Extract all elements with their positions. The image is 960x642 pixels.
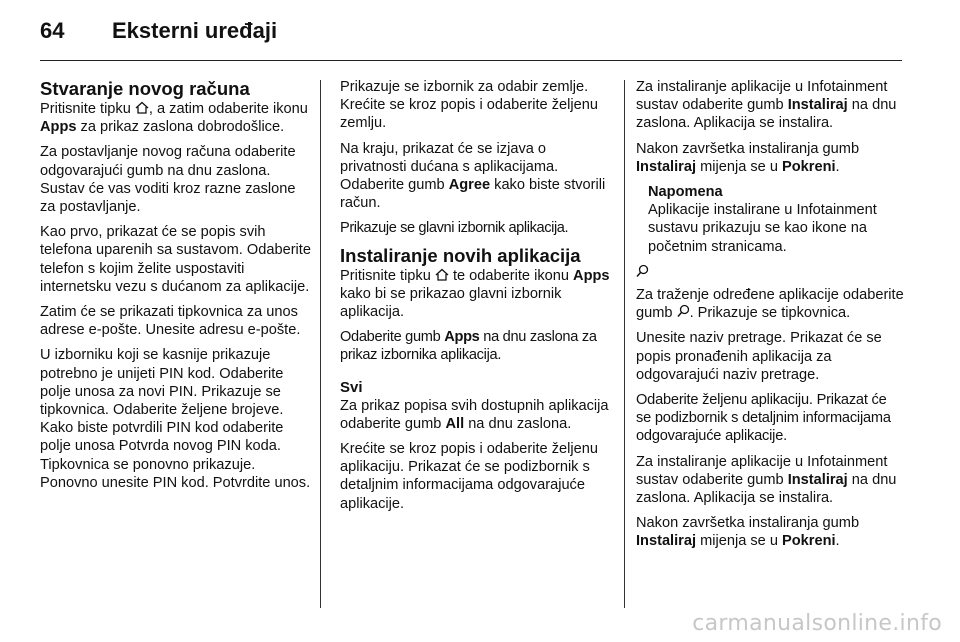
page-number: 64 — [40, 18, 65, 43]
paragraph: Prikazuje se izbornik za odabir zemlje. Krećite se kroz popis i odaberite željenu zemlju. — [340, 79, 598, 132]
subheading-all: Svi — [340, 378, 363, 396]
paragraph: Za postavljanje novog računa odaberite odgovarajući gumb na dnu zaslona. Sustav će vas voditi kroz razne zaslone za postavljanje. — [40, 144, 296, 216]
paragraph: U izborniku koji se kasnije prikazuje potrebno je unijeti PIN kod. Odaberite polje unosa za novi PIN. Prikazuje se tipkovnica. Odaberite željene brojeve. Kako biste potvrdili PIN kod odaberite polje unosa Potvrda novog PIN koda. Tipkovnica se ponovno prikazuje. Ponovno unesite PIN kod. Potvrdite unos. — [40, 347, 311, 491]
note-box — [636, 183, 904, 256]
paragraph: Na kraju, prikazat će se izjava o privatnosti dućana s aplikacijama. Odaberite gumb Agree kako biste stvorili račun. — [340, 140, 606, 212]
paragraph: Pritisnite tipku te odaberite ikonu Apps kako bi se prikazao glavni izbornik aplikacija. — [340, 267, 610, 321]
paragraph: Nakon završetka instaliranja gumb Instaliraj mijenja se u Pokreni. — [636, 140, 860, 175]
section-heading-new-account: Stvaranje novog računa — [40, 78, 250, 99]
paragraph: Za traženje određene aplikacije odaberite gumb . Prikazuje se tipkovnica. — [636, 287, 904, 322]
paragraph: Pritisnite tipku , a zatim odaberite ikonu Apps za prikaz zaslona dobrodošlice. — [40, 101, 308, 136]
paragraph: Unesite naziv pretrage. Prikazat će se popis pronađenih aplikacija za odgovarajući naziv pretrage. — [636, 330, 882, 383]
column-divider-2 — [624, 80, 625, 608]
section-heading-install-apps: Instaliranje novih aplikacija — [340, 244, 581, 266]
paragraph: Odaberite gumb Apps na dnu zaslona za prikaz izbornika aplikacija. — [340, 329, 597, 364]
column-2 — [340, 78, 612, 520]
paragraph: Kao prvo, prikazat će se popis svih telefona uparenih sa sustavom. Odaberite telefon s kojim želite uspostaviti internetsku vezu s dućanom za aplikacije. — [40, 224, 311, 295]
note-title: Napomena — [648, 184, 723, 201]
chapter-title: Eksterni uređaji — [112, 18, 278, 43]
paragraph: Krećite se kroz popis i odaberite željenu aplikaciju. Prikazat će se podizbornik s detaljnim informacijama odgovarajuće aplikacije. — [340, 441, 598, 512]
paragraph: Nakon završetka instaliranja gumb Instaliraj mijenja se u Pokreni. — [636, 515, 860, 550]
page-header — [40, 18, 277, 44]
search-symbol-line — [636, 264, 904, 282]
watermark: carmanualsonline.info — [692, 611, 942, 636]
paragraph: Za instaliranje aplikacije u Infotainment sustav odaberite gumb Instaliraj na dnu zaslona. Aplikacija se instalira. — [636, 79, 897, 132]
paragraph: Za prikaz popisa svih dostupnih aplikacija odaberite gumb All na dnu zaslona. — [340, 397, 609, 432]
column-divider-1 — [320, 80, 321, 608]
paragraph: Zatim će se prikazati tipkovnica za unos adrese e-pošte. Unesite adresu e-pošte. — [40, 304, 301, 339]
home-key-icon — [435, 268, 449, 281]
paragraph: Za instaliranje aplikacije u Infotainment sustav odaberite gumb Instaliraj na dnu zaslona. Aplikacija se instalira. — [636, 453, 897, 507]
paragraph: Odaberite željenu aplikaciju. Prikazat će se podizbornik s detaljnim informacijama odgovarajuće aplikacije. — [636, 392, 891, 445]
paragraph: Prikazuje se glavni izbornik aplikacija. — [340, 220, 569, 237]
search-icon — [677, 304, 690, 318]
home-key-icon — [135, 101, 149, 114]
column-3 — [636, 78, 904, 558]
note-text: Aplikacije instalirane u Infotainment sustavu prikazuju se kao ikone na početnim stranicama. — [648, 202, 877, 255]
column-1 — [40, 78, 312, 499]
search-icon — [636, 264, 649, 278]
header-rule — [40, 60, 902, 61]
